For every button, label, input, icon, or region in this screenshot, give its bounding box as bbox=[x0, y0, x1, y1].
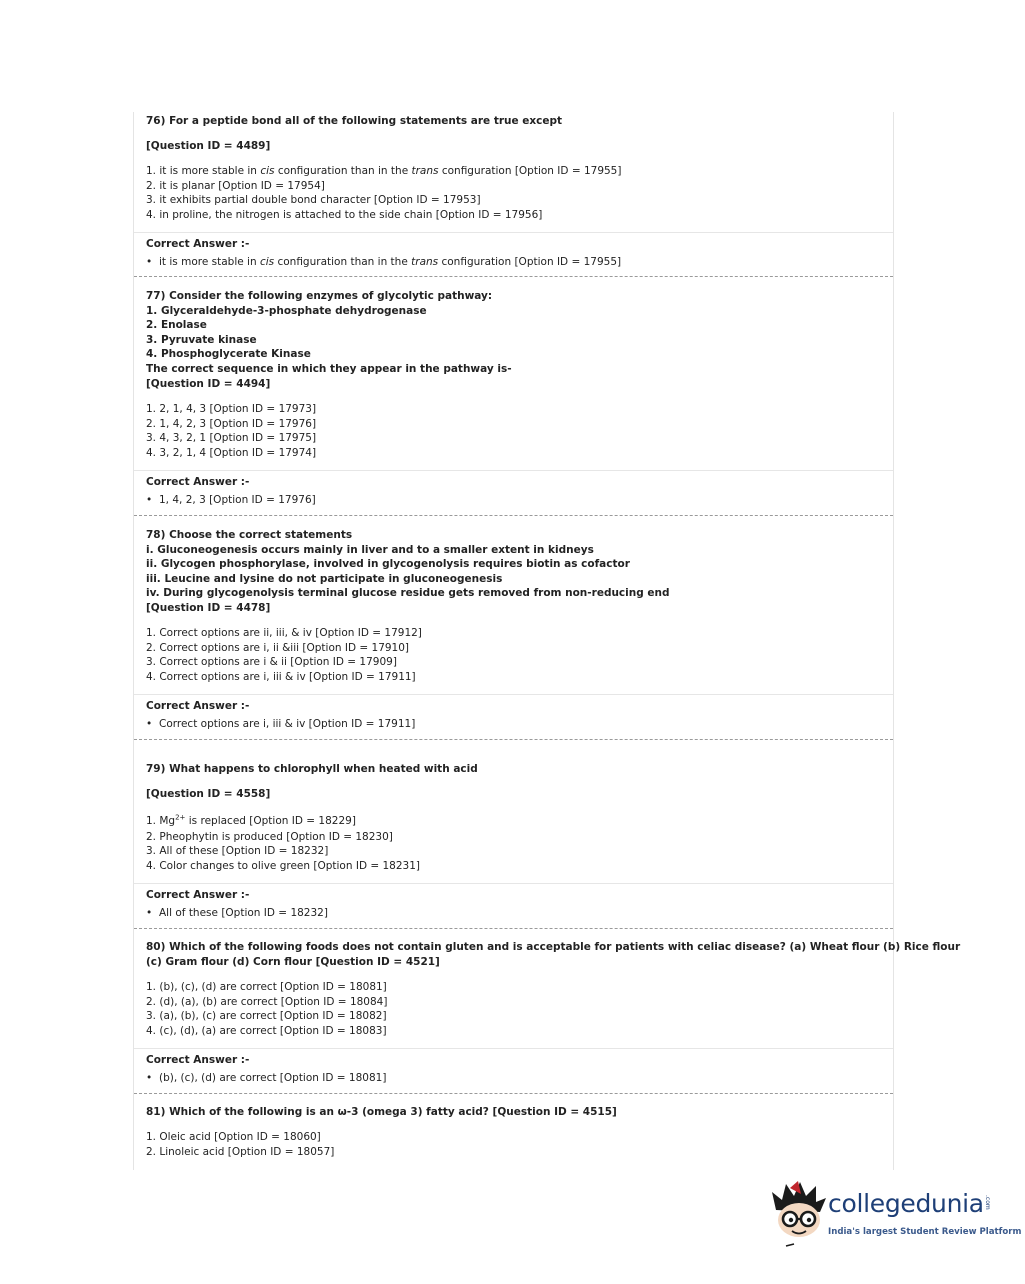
question-79-option-3: 3. All of these [Option ID = 18232] bbox=[146, 845, 329, 858]
question-80-answer: • (b), (c), (d) are correct [Option ID = 18081] bbox=[146, 1071, 386, 1086]
question-81-title: 81) Which of the following is an ω-3 (omega 3) fatty acid? [Question ID = 4515] bbox=[146, 1106, 617, 1118]
question-78-body-2: ii. Glycogen phosphorylase, involved in glycogenolysis requires biotin as cofactor bbox=[146, 558, 630, 571]
question-77-title: 77) Consider the following enzymes of glycolytic pathway: bbox=[146, 290, 493, 302]
divider bbox=[134, 694, 893, 695]
question-77-option-4: 4. 3, 2, 1, 4 [Option ID = 17974] bbox=[146, 446, 317, 459]
question-80-option-3: 3. (a), (b), (c) are correct [Option ID = 18082] bbox=[146, 1010, 387, 1023]
question-79-answer: • All of these [Option ID = 18232] bbox=[146, 906, 328, 921]
question-79-option-2: 2. Pheophytin is produced [Option ID = 18230] bbox=[146, 830, 393, 843]
correct-answer-label: Correct Answer :- bbox=[146, 238, 250, 250]
question-separator bbox=[134, 928, 893, 929]
question-78-answer: • Correct options are i, iii & iv [Option ID = 17911] bbox=[146, 717, 415, 732]
divider bbox=[134, 883, 893, 884]
question-77-option-3: 3. 4, 3, 2, 1 [Option ID = 17975] bbox=[146, 432, 317, 445]
question-77-option-1: 1. 2, 1, 4, 3 [Option ID = 17973] bbox=[146, 403, 317, 415]
correct-answer-label: Correct Answer :- bbox=[146, 700, 250, 712]
question-77-body-5: The correct sequence in which they appear in the pathway is- bbox=[146, 363, 512, 375]
question-77-body-3: 3. Pyruvate kinase bbox=[146, 333, 257, 346]
correct-answer-label: Correct Answer :- bbox=[146, 476, 250, 488]
question-78-body-4: iv. During glycogenolysis terminal glucose residue gets removed from non-reducing end bbox=[146, 587, 670, 600]
question-76-title: 76) For a peptide bond all of the following statements are true except bbox=[146, 115, 563, 127]
question-80-option-2: 2. (d), (a), (b) are correct [Option ID = 18084] bbox=[146, 995, 388, 1008]
question-78-body-3: iii. Leucine and lysine do not participate in gluconeogenesis bbox=[146, 572, 503, 585]
logo-wordmark: collegedunia bbox=[828, 1189, 984, 1218]
question-80-option-4: 4. (c), (d), (a) are correct [Option ID = 18083] bbox=[146, 1024, 387, 1037]
question-79-option-1: 1. $Mg^{2+}$ is replaced [Option ID = 18229] bbox=[146, 813, 356, 827]
divider bbox=[134, 470, 893, 471]
question-separator bbox=[134, 1093, 893, 1094]
question-separator bbox=[134, 515, 893, 516]
question-78-option-3: 3. Correct options are i & ii [Option ID = 17909] bbox=[146, 656, 397, 669]
question-80-option-1: 1. (b), (c), (d) are correct [Option ID = 18081] bbox=[146, 981, 387, 993]
question-81-option-1: 1. Oleic acid [Option ID = 18060] bbox=[146, 1131, 321, 1143]
question-80-title-1: 80) Which of the following foods does not contain gluten and is acceptable for patients with celiac disease? (a) Wheat flour (b) Rice flour bbox=[146, 941, 961, 953]
question-77-id: [Question ID = 4494] bbox=[146, 377, 271, 390]
question-separator bbox=[134, 276, 893, 277]
question-76-option-2: 2. it is planar [Option ID = 17954] bbox=[146, 179, 325, 192]
question-79-id: [Question ID = 4558] bbox=[146, 788, 271, 800]
divider bbox=[134, 232, 893, 233]
divider bbox=[134, 1048, 893, 1049]
question-77-body-4: 4. Phosphoglycerate Kinase bbox=[146, 348, 311, 361]
question-76-answer: • it is more stable in cis configuration than in the trans configuration [Option ID = 17955] bbox=[146, 255, 621, 270]
collegedunia-logo bbox=[768, 1180, 1022, 1250]
question-79-title: 79) What happens to chlorophyll when heated with acid bbox=[146, 763, 478, 775]
question-77-body-2: 2. Enolase bbox=[146, 319, 207, 332]
question-78-title: 78) Choose the correct statements bbox=[146, 529, 353, 541]
question-78-body-1: i. Gluconeogenesis occurs mainly in liver and to a smaller extent in kidneys bbox=[146, 543, 594, 556]
question-77-answer: • 1, 4, 2, 3 [Option ID = 17976] bbox=[146, 493, 316, 508]
question-78-option-1: 1. Correct options are ii, iii, & iv [Option ID = 17912] bbox=[146, 627, 422, 639]
question-76-id: [Question ID = 4489] bbox=[146, 140, 271, 152]
question-78-option-2: 2. Correct options are i, ii &iii [Option ID = 17910] bbox=[146, 641, 410, 654]
logo-suffix: .com bbox=[984, 1195, 991, 1210]
question-separator bbox=[134, 739, 893, 740]
correct-answer-label: Correct Answer :- bbox=[146, 1054, 250, 1066]
mascot-icon bbox=[768, 1180, 830, 1250]
question-77-body-1: 1. Glyceraldehyde-3-phosphate dehydrogenase bbox=[146, 304, 427, 317]
question-76-option-4: 4. in proline, the nitrogen is attached to the side chain [Option ID = 17956] bbox=[146, 208, 543, 221]
question-79-option-4: 4. Color changes to olive green [Option ID = 18231] bbox=[146, 859, 420, 872]
question-78-option-4: 4. Correct options are i, iii & iv [Option ID = 17911] bbox=[146, 670, 416, 683]
logo-tagline: India's largest Student Review Platform bbox=[828, 1227, 1022, 1237]
question-sheet bbox=[133, 112, 961, 1170]
question-76-option-3: 3. it exhibits partial double bond character [Option ID = 17953] bbox=[146, 194, 481, 207]
question-81-option-2: 2. Linoleic acid [Option ID = 18057] bbox=[146, 1145, 335, 1158]
correct-answer-label: Correct Answer :- bbox=[146, 889, 250, 901]
question-76-option-1: 1. it is more stable in cis configuration than in the trans configuration [Option ID = 17955] bbox=[146, 165, 622, 177]
question-77-option-2: 2. 1, 4, 2, 3 [Option ID = 17976] bbox=[146, 417, 317, 430]
question-80-title-2: (c) Gram flour (d) Corn flour [Question ID = 4521] bbox=[146, 955, 440, 968]
question-78-id: [Question ID = 4478] bbox=[146, 602, 271, 614]
